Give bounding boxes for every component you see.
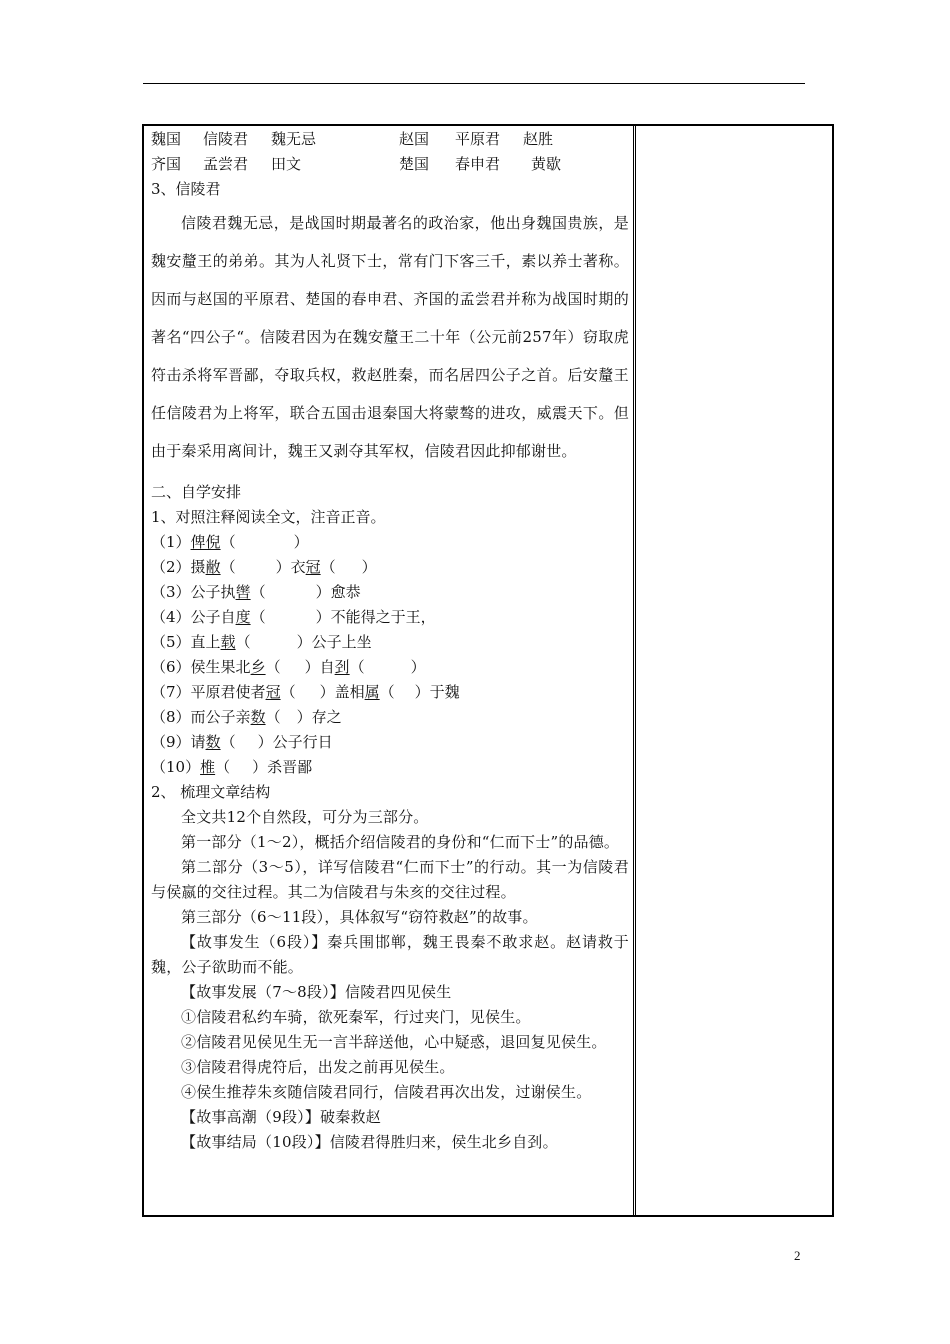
structure-list — [151, 805, 629, 1155]
item-text: ）盖相 — [319, 683, 365, 701]
item-text: 公子自 — [190, 608, 236, 626]
item-number: （10） — [151, 758, 201, 776]
kingdom-row — [151, 127, 629, 152]
item-text: （ — [349, 658, 365, 676]
structure-paragraph: 【故事高潮（9段）】破秦救赵 — [181, 1108, 381, 1126]
underlined-character: 俾倪 — [190, 533, 221, 551]
item-text: （ — [220, 733, 236, 751]
underlined-character: 冠 — [265, 683, 281, 701]
item-number: （1） — [151, 533, 191, 551]
lord-title: 春申君 — [455, 155, 501, 173]
kingdom-state: 赵国 — [399, 130, 430, 148]
item-text: ）愈恭 — [315, 583, 361, 601]
structure-paragraph: ③信陵君得虎符后，出发之前再见侯生。 — [181, 1058, 455, 1076]
structure-paragraph: 第一部分（1～2），概括介绍信陵君的身份和“仁而下士”的品德。 — [181, 833, 620, 851]
pronunciation-item — [151, 730, 629, 755]
item-text: 而公子亲 — [190, 708, 251, 726]
underlined-character: 载 — [220, 633, 236, 651]
item-number: （4） — [151, 608, 191, 626]
column-divider — [633, 126, 634, 1215]
item-text: （ — [250, 608, 266, 626]
item-text: ）存之 — [296, 708, 342, 726]
underlined-character: 数 — [205, 733, 221, 751]
item-text: （ — [235, 633, 251, 651]
lord-name: 黄歇 — [531, 155, 562, 173]
structure-paragraph: 【故事结局（10段）】信陵君得胜归来，侯生北乡自刭。 — [181, 1133, 558, 1151]
structure-paragraph: 全文共12个自然段，可分为三部分。 — [181, 808, 429, 826]
underlined-character: 椎 — [200, 758, 216, 776]
item-text: ）自 — [304, 658, 335, 676]
pronunciation-item — [151, 755, 629, 780]
structure-paragraph: ①信陵君私约车骑，欲死秦军，行过夹门，见侯生。 — [181, 1008, 531, 1026]
item-text: ） — [293, 533, 309, 551]
structure-paragraph: 第二部分（3～5），详写信陵君“仁而下士”的行动。其一为信陵君与侯嬴的交往过程。其二为信陵君与朱亥的交往过程。 — [151, 858, 629, 901]
item-text: ）杀晋鄙 — [252, 758, 313, 776]
item-text: 摄 — [190, 558, 206, 576]
underlined-character: 敝 — [205, 558, 221, 576]
underlined-character: 刭 — [334, 658, 350, 676]
underlined-character: 度 — [235, 608, 251, 626]
item-number: （9） — [151, 733, 191, 751]
item-number: （7） — [151, 683, 191, 701]
pronunciation-item — [151, 705, 629, 730]
item-text: （ — [265, 658, 281, 676]
item-text: （ — [265, 708, 281, 726]
main-column — [151, 127, 629, 1155]
structure-paragraph: ④侯生推荐朱亥随信陵君同行，信陵君再次出发，过谢侯生。 — [181, 1083, 592, 1101]
item-number: （3） — [151, 583, 191, 601]
document-table — [142, 124, 834, 1217]
item-text: （ — [320, 558, 336, 576]
underlined-character: 乡 — [250, 658, 266, 676]
pronunciation-item — [151, 680, 629, 705]
pronunciation-item — [151, 605, 629, 630]
item-text: ）不能得之于王， — [315, 608, 436, 626]
item-text: ） — [410, 658, 426, 676]
item-text: ）公子行日 — [257, 733, 333, 751]
item-number: （5） — [151, 633, 191, 651]
kingdom-state: 齐国 — [151, 155, 182, 173]
structure-paragraph: 【故事发展（7～8段）】信陵君四见侯生 — [181, 983, 452, 1001]
structure-paragraph: 【故事发生（6段）】秦兵围邯郸，魏王畏秦不敢求赵。赵请救于魏，公子欲助而不能。 — [151, 933, 629, 976]
pronunciation-item — [151, 530, 629, 555]
item-number: （6） — [151, 658, 191, 676]
item-text: ） — [361, 558, 377, 576]
structure-paragraph: 第三部分（6～11段），具体叙写“窃符救赵”的故事。 — [181, 908, 538, 926]
item-number: （2） — [151, 558, 191, 576]
kingdom-state: 楚国 — [399, 155, 430, 173]
pronunciation-list — [151, 530, 629, 780]
kingdom-state: 魏国 — [151, 130, 182, 148]
pronunciation-item — [151, 580, 629, 605]
page-number: 2 — [794, 1248, 801, 1263]
kingdom-row — [151, 152, 629, 177]
item-text: （ — [379, 683, 395, 701]
item-text: ）公子上坐 — [296, 633, 372, 651]
item-text: （ — [280, 683, 296, 701]
item-text: ）于魏 — [414, 683, 460, 701]
item-text: （ — [220, 558, 236, 576]
subheading: 1、对照注释阅读全文，注音正音。 — [151, 508, 386, 526]
notes-column — [635, 126, 636, 1215]
item-number: （8） — [151, 708, 191, 726]
lord-title: 孟尝君 — [203, 155, 249, 173]
item-text: 公子执 — [190, 583, 236, 601]
header-rule — [143, 83, 805, 84]
lord-name: 赵胜 — [523, 130, 554, 148]
underlined-character: 数 — [250, 708, 266, 726]
item-text: 平原君使者 — [190, 683, 266, 701]
item-text: （ — [220, 533, 236, 551]
item-text: 请 — [190, 733, 206, 751]
subheading: 2、 梳理文章结构 — [151, 783, 271, 801]
section-heading: 3、信陵君 — [151, 180, 221, 198]
item-text: ）衣 — [275, 558, 306, 576]
underlined-character: 属 — [364, 683, 380, 701]
part-heading: 二、自学安排 — [151, 483, 242, 501]
item-text: 直上 — [190, 633, 221, 651]
item-text: 侯生果北 — [190, 658, 251, 676]
item-text: （ — [250, 583, 266, 601]
lord-name: 田文 — [271, 155, 302, 173]
lord-biography: 信陵君魏无忌，是战国时期最著名的政治家，他出身魏国贵族，是魏安釐王的弟弟。其为人礼贤下士，常有门下客三千，素以养士著称。因而与赵国的平原君、楚国的春申君、齐国的孟尝君并称为战国时期的著名“四公子“。信陵君因为在魏安釐王二十年（公元前257年）窃取虎符击杀将军晋鄙，夺取兵权，救赵胜秦，而名居四公子之首。后安釐王任信陵君为上将军，联合五国击退秦国大将蒙骜的进攻，威震天下。但由于秦采用离间计，魏王又剥夺其军权，信陵君因此抑郁谢世。 — [151, 214, 629, 460]
item-text: （ — [215, 758, 231, 776]
lord-name: 魏无忌 — [271, 130, 317, 148]
pronunciation-item — [151, 555, 629, 580]
underlined-character: 辔 — [235, 583, 251, 601]
lord-title: 平原君 — [455, 130, 501, 148]
structure-paragraph: ②信陵君见侯见生无一言半辞送他，心中疑惑，退回复见侯生。 — [181, 1033, 607, 1051]
pronunciation-item — [151, 630, 629, 655]
underlined-character: 冠 — [305, 558, 321, 576]
pronunciation-item — [151, 655, 629, 680]
lord-title: 信陵君 — [203, 130, 249, 148]
